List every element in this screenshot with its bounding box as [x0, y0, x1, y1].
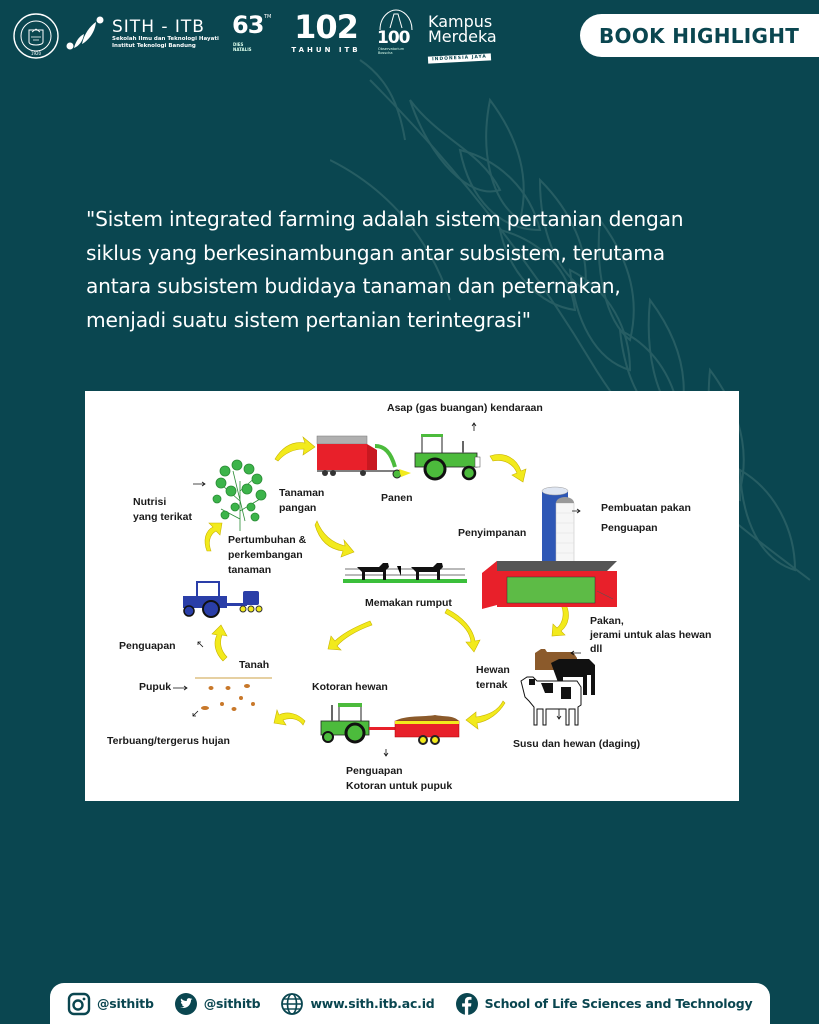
- arrow-storage-to-livestock: [552, 603, 568, 636]
- quote-block: [86, 203, 746, 337]
- label-kotoran-pupuk: Kotoran untuk pupuk: [346, 780, 453, 792]
- fertilizer-pellets-icon: [201, 684, 255, 711]
- integrated-farming-diagram: [85, 391, 739, 801]
- globe-icon: [280, 992, 304, 1016]
- social-footer: [50, 983, 770, 1024]
- label-pakan-1: Pakan,: [590, 615, 624, 627]
- instagram-icon: [67, 992, 91, 1016]
- arrow-grazing-down: [328, 621, 372, 650]
- kampus-tagline: INDONESIA JAYA: [428, 53, 491, 63]
- facebook-icon: [455, 992, 479, 1016]
- twitter-icon: [174, 992, 198, 1016]
- bosscha-line2: Bosscha: [378, 51, 393, 55]
- itb-102-subtitle: TAHUN ITB: [291, 46, 361, 54]
- bosscha-line1: Observatorium: [378, 47, 405, 51]
- label-penguapan-left: Penguapan: [119, 640, 176, 652]
- facebook-page: School of Life Sciences and Technology: [484, 996, 753, 1011]
- instagram-link[interactable]: [67, 992, 154, 1016]
- livestock-icon: [521, 649, 595, 725]
- arrow-to-grazing: [315, 521, 354, 557]
- label-kotoran-hewan: Kotoran hewan: [312, 681, 388, 693]
- label-penguapan-silo: Penguapan: [601, 522, 658, 534]
- dies-number: 63: [232, 11, 264, 39]
- grazing-cows-icon: [343, 563, 467, 583]
- sith-mark-icon: [66, 14, 106, 54]
- website-link[interactable]: [280, 992, 434, 1016]
- label-tanaman-2: pangan: [279, 502, 317, 514]
- arrow-livestock-to-manure: [466, 701, 505, 729]
- label-pembuatan-pakan: Pembuatan pakan: [601, 502, 691, 514]
- arrow-manure-to-soil: [274, 710, 305, 725]
- dies-natalis-logo: [230, 10, 276, 58]
- instagram-handle: @sithitb: [97, 996, 154, 1011]
- twitter-handle: @sithitb: [203, 996, 261, 1011]
- silo-barn-icon: [482, 487, 617, 609]
- dies-line2: NATALIS: [233, 47, 252, 52]
- label-terbuang: Terbuang/tergerus hujan: [107, 735, 230, 747]
- green-tractor-icon: [415, 434, 480, 479]
- label-pakan-3: dll: [590, 643, 603, 655]
- quote-line-4: menjadi suatu sistem pertanian terintegrasi": [86, 307, 531, 332]
- blue-tractor-icon: [183, 582, 262, 617]
- twitter-link[interactable]: [174, 992, 261, 1016]
- label-pakan-2: jerami untuk alas hewan: [590, 629, 712, 641]
- bosscha-100-logo: [376, 8, 416, 60]
- label-penyimpanan: Penyimpanan: [458, 527, 527, 539]
- plant-icon: [213, 460, 266, 531]
- kampus-line1: Kampus: [428, 12, 493, 31]
- label-nutrisi-2: yang terikat: [133, 511, 192, 523]
- quote-line-2: siklus yang berkesinambungan antar subsistem, terutama: [86, 240, 665, 265]
- label-pertumbuhan-3: tanaman: [228, 564, 272, 576]
- harvest-truck-icon: [317, 436, 411, 478]
- arrow-grazing-to-livestock: [445, 609, 480, 652]
- website-url: www.sith.itb.ac.id: [310, 996, 435, 1011]
- bosscha-number: 100: [377, 28, 410, 48]
- label-hewan-1: Hewan: [476, 664, 510, 676]
- facebook-link[interactable]: [455, 992, 753, 1016]
- label-pertumbuhan-1: Pertumbuhan &: [228, 534, 307, 546]
- label-pertumbuhan-2: perkembangan: [228, 549, 303, 561]
- arrow-harvest-to-storage: [490, 454, 526, 482]
- quote-line-1: "Sistem integrated farming adalah sistem pertanian dengan: [86, 207, 684, 231]
- itb-102-logo: [287, 10, 365, 54]
- kampus-merdeka-logo: [428, 14, 497, 63]
- sith-subtitle-1: Sekolah Ilmu dan Teknologi Hayati: [112, 36, 219, 42]
- arrow-soil-up: [212, 625, 227, 661]
- sith-subtitle-2: Institut Teknologi Bandung: [112, 43, 196, 49]
- itb-102-number: 102: [294, 8, 358, 46]
- label-penguapan-bottom: Penguapan: [346, 765, 403, 777]
- badge-label: BOOK HIGHLIGHT: [599, 23, 800, 48]
- label-memakan-rumput: Memakan rumput: [365, 597, 452, 609]
- label-susu: Susu dan hewan (daging): [513, 738, 641, 750]
- manure-tractor-icon: [321, 703, 459, 744]
- label-tanaman-1: Tanaman: [279, 487, 325, 499]
- dies-tm: TM: [264, 14, 272, 20]
- sith-title: SITH - ITB: [112, 17, 205, 37]
- label-nutrisi-1: Nutrisi: [133, 496, 167, 508]
- label-hewan-2: ternak: [476, 679, 508, 691]
- label-panen: Panen: [381, 492, 413, 504]
- itb-seal-logo: [12, 12, 60, 60]
- arrow-growth-up: [205, 523, 222, 551]
- label-tanah: Tanah: [239, 659, 270, 671]
- kampus-line2: Merdeka: [428, 27, 497, 46]
- label-pupuk: Pupuk: [139, 681, 172, 693]
- dies-line1: DIES: [233, 42, 244, 47]
- quote-line-3: antara subsistem budidaya tanaman dan peternakan,: [86, 274, 621, 298]
- book-highlight-badge: [580, 14, 819, 57]
- sith-itb-logo: [66, 14, 219, 54]
- label-asap: Asap (gas buangan) kendaraan: [387, 402, 543, 414]
- arrow-plant-to-harvest: [275, 437, 315, 461]
- svg-text:1920: 1920: [30, 51, 42, 56]
